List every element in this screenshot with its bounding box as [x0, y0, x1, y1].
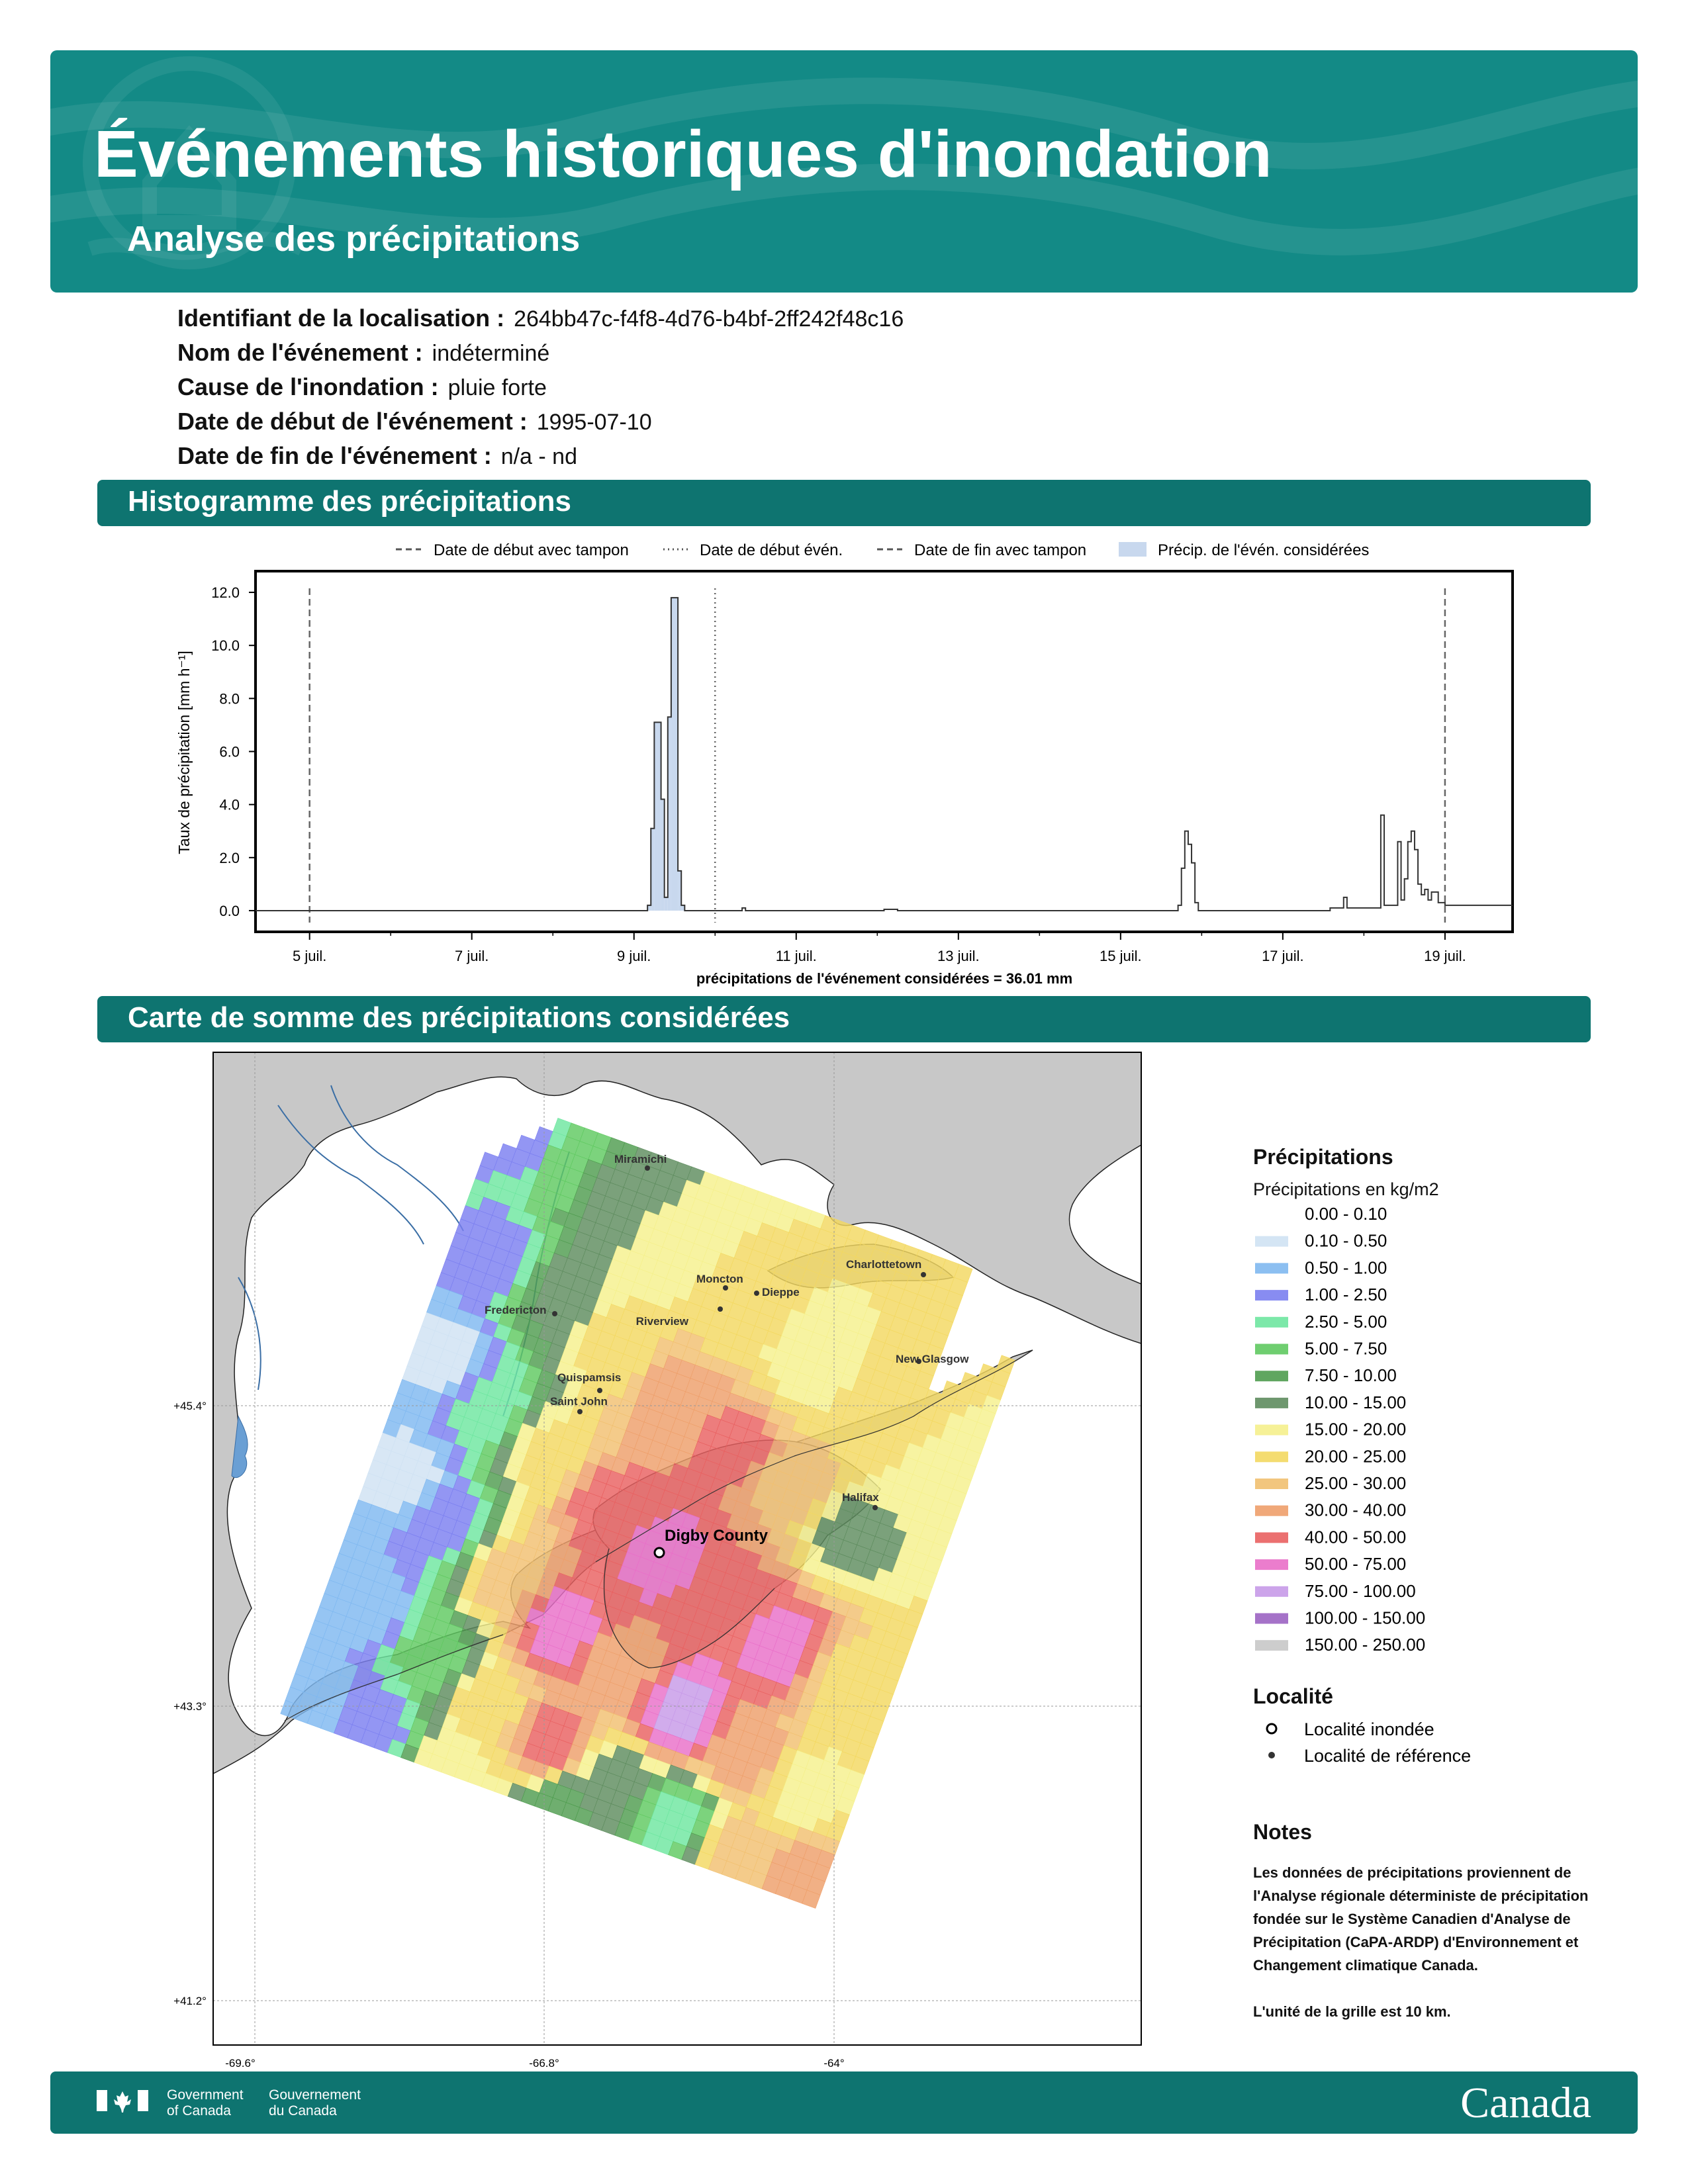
place-label: Moncton [696, 1273, 743, 1285]
x-tick-label: 13 juil. [937, 948, 980, 964]
info-value: 264bb47c-f4f8-4d76-b4bf-2ff242f48c16 [514, 306, 904, 332]
legend-swatch [1255, 1317, 1288, 1328]
x-tick-label: 7 juil. [455, 948, 489, 964]
legend-swatch [1255, 1290, 1288, 1300]
legend-swatch [1255, 1586, 1288, 1597]
legend-class-label: 75.00 - 100.00 [1305, 1580, 1416, 1601]
info-value: n/a - nd [500, 444, 577, 469]
legend-class-label: 40.00 - 50.00 [1305, 1527, 1407, 1547]
info-label: Date de fin de l'événement : [177, 442, 492, 469]
section-banner-map [97, 996, 1591, 1042]
legend-class-label: 30.00 - 40.00 [1305, 1500, 1407, 1520]
place-label: Dieppe [762, 1286, 800, 1298]
legend-title: Précipitations [1253, 1145, 1393, 1169]
legend-swatch [1255, 1532, 1288, 1543]
legend-swatch [1255, 1614, 1288, 1624]
legend-class-label: 0.10 - 0.50 [1305, 1230, 1387, 1251]
place-label: Quispamsis [557, 1371, 622, 1384]
legend-class-label: 15.00 - 20.00 [1305, 1419, 1407, 1439]
place-label: Digby County [665, 1527, 768, 1545]
legend-class-label: 1.00 - 2.50 [1305, 1285, 1387, 1305]
lon-label: -64° [823, 2057, 845, 2070]
legend-class-label: 50.00 - 75.00 [1305, 1554, 1407, 1574]
place-label: Halifax [842, 1491, 879, 1504]
info-row-event-name [177, 339, 549, 367]
legend-label: Date de début avec tampon [434, 541, 629, 559]
legend-swatch [1255, 1263, 1288, 1273]
info-row-end-date [177, 442, 577, 470]
flooded-locality-marker [655, 1548, 664, 1557]
notes-title: Notes [1253, 1820, 1312, 1844]
y-axis [211, 584, 256, 919]
locality-title: Localité [1253, 1684, 1333, 1708]
locality-reference-label: Localité de référence [1304, 1746, 1472, 1766]
legend-swatch [1255, 1451, 1288, 1462]
info-value: pluie forte [447, 375, 547, 400]
x-tick-label: 17 juil. [1262, 948, 1304, 964]
precipitation-legend [1244, 1201, 1509, 1678]
place-label: Fredericton [485, 1304, 547, 1316]
x-tick-label: 11 juil. [775, 948, 817, 964]
x-tick-label: 9 juil. [617, 948, 651, 964]
reference-locality-marker [577, 1409, 583, 1414]
info-label: Cause de l'inondation : [177, 373, 439, 400]
info-label: Nom de l'événement : [177, 339, 423, 366]
notes-grid-unit: L'unité de la grille est 10 km. [1253, 2003, 1451, 2020]
reference-locality-marker [597, 1388, 602, 1393]
legend-swatch [1255, 1371, 1288, 1381]
y-tick-label: 10.0 [211, 637, 240, 655]
legend-swatch [1255, 1640, 1288, 1651]
lon-label: -69.6° [225, 2057, 256, 2070]
gov-en-text [167, 2087, 244, 2119]
section-banner-histogram [97, 480, 1591, 526]
legend-class-label: 7.50 - 10.00 [1305, 1365, 1397, 1386]
reference-locality-marker [718, 1306, 723, 1312]
gov-fr-line: du Canada [269, 2103, 337, 2118]
y-tick-label: 12.0 [211, 584, 240, 602]
legend-class-label: 10.00 - 15.00 [1305, 1392, 1407, 1412]
legend-swatch [1255, 1559, 1288, 1570]
x-tick-label: 5 juil. [292, 948, 327, 964]
legend-swatch [1255, 1344, 1288, 1355]
x-tick-label: 15 juil. [1100, 948, 1142, 964]
locality-flooded-label: Localité inondée [1304, 1719, 1434, 1739]
considered-bar [665, 897, 668, 911]
legend-class-label: 20.00 - 25.00 [1305, 1446, 1407, 1467]
legend-label: Date de fin avec tampon [914, 541, 1087, 559]
legend-class-label: 100.00 - 150.00 [1305, 1608, 1426, 1628]
legend-class-label: 0.50 - 1.00 [1305, 1257, 1387, 1278]
reference-locality-marker [754, 1291, 759, 1296]
plot-frame [256, 571, 1513, 932]
precipitation-histogram [0, 529, 1688, 993]
reference-locality-marker [723, 1285, 728, 1291]
legend-swatch-considered [1119, 542, 1147, 557]
legend-class-label: 2.50 - 5.00 [1305, 1311, 1387, 1332]
legend-class-label: 150.00 - 250.00 [1305, 1635, 1426, 1655]
info-label: Date de début de l'événement : [177, 408, 528, 435]
header-banner [50, 50, 1638, 293]
x-axis [293, 932, 1466, 964]
legend-label: Précip. de l'évén. considérées [1158, 541, 1370, 559]
info-row-location-id [177, 304, 904, 332]
legend-swatch [1255, 1479, 1288, 1489]
place-label: Charlottetown [846, 1258, 922, 1271]
info-value: 1995-07-10 [536, 410, 652, 435]
legend-class-label: 25.00 - 30.00 [1305, 1473, 1407, 1493]
x-axis-label: précipitations de l'événement considérées = 36.01 mm [696, 970, 1073, 987]
flooded-marker-icon [1267, 1724, 1276, 1733]
legend-swatch [1255, 1425, 1288, 1435]
page-subtitle: Analyse des précipitations [127, 219, 581, 259]
lat-label: +45.4° [173, 1400, 207, 1412]
info-label: Identifiant de la localisation : [177, 304, 505, 332]
canada-wordmark: Canada [1460, 2079, 1591, 2127]
place-label: Saint John [550, 1395, 608, 1408]
lon-label: -66.8° [529, 2057, 559, 2070]
gov-en-line: Government [167, 2087, 244, 2103]
legend-swatch [1255, 1236, 1288, 1247]
place-label: Riverview [635, 1315, 688, 1328]
x-tick-label: 19 juil. [1424, 948, 1466, 964]
y-tick-label: 6.0 [219, 743, 240, 760]
reference-locality-marker [645, 1165, 650, 1171]
legend-label: Date de début évén. [700, 541, 843, 559]
legend-class-label: 0.00 - 0.10 [1305, 1204, 1387, 1224]
info-value: indéterminé [432, 341, 550, 366]
section-title: Histogramme des précipitations [128, 485, 571, 518]
y-tick-label: 0.0 [219, 902, 240, 919]
place-label: Miramichi [614, 1153, 667, 1165]
lat-label: +41.2° [173, 1995, 207, 2007]
canada-flag-icon [97, 2087, 150, 2114]
gov-en-line: of Canada [167, 2103, 231, 2118]
reference-locality-marker [872, 1505, 878, 1510]
footer-banner [50, 2071, 1638, 2134]
info-row-start-date [177, 408, 652, 435]
notes-body [1253, 1861, 1611, 2023]
chart-legend [396, 541, 1369, 559]
y-tick-label: 4.0 [219, 796, 240, 813]
gov-fr-line: Gouvernement [269, 2087, 361, 2103]
precipitation-map [0, 1046, 1165, 2070]
notes-text: Les données de précipitations proviennent de l'Analyse régionale déterministe de précipitation fondée sur le Système Canadien d'Analyse de Précipitation (CaPA-ARDP) d'Environnement et Changement climatique Canada. [1253, 1864, 1589, 1974]
reference-locality-marker [921, 1272, 926, 1277]
legend-class-label: 5.00 - 7.50 [1305, 1338, 1387, 1359]
info-row-cause [177, 373, 547, 401]
section-title: Carte de somme des précipitations considérées [128, 1001, 790, 1034]
page-title: Événements historiques d'inondation [94, 117, 1272, 191]
reference-marker-icon [1268, 1752, 1275, 1758]
place-label: New Glasgow [896, 1353, 969, 1365]
legend-swatch [1255, 1506, 1288, 1516]
locality-legend [1244, 1714, 1509, 1774]
y-axis-label: Taux de précipitation [mm h⁻¹] [175, 651, 193, 854]
lat-label: +43.3° [173, 1700, 207, 1713]
legend-swatch [1255, 1398, 1288, 1408]
reference-locality-marker [552, 1311, 557, 1316]
gov-fr-text [269, 2087, 361, 2119]
legend-subtitle: Précipitations en kg/m2 [1253, 1179, 1439, 1199]
y-tick-label: 8.0 [219, 690, 240, 707]
y-tick-label: 2.0 [219, 849, 240, 866]
legend-swatch [1255, 1209, 1288, 1220]
